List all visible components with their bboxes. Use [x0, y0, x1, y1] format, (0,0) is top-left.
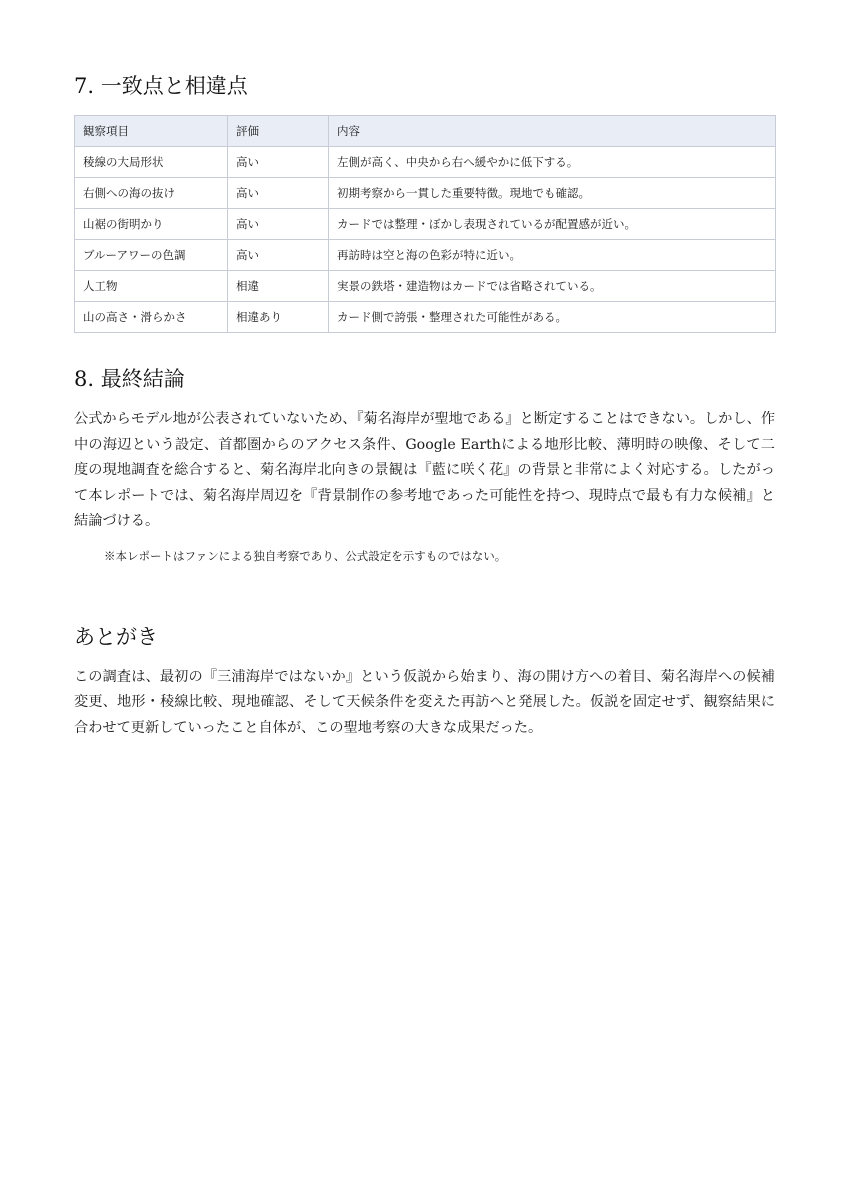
table-row — [75, 178, 776, 209]
section-heading: 7. 一致点と相違点 — [74, 74, 248, 98]
table-row — [75, 147, 776, 178]
column-header: 評価 — [228, 116, 329, 147]
table-header-row — [75, 116, 776, 147]
table-cell: 高い — [228, 240, 329, 271]
table-cell: 再訪時は空と海の色彩が特に近い。 — [329, 240, 776, 271]
table-cell: 高い — [228, 209, 329, 240]
table-row — [75, 302, 776, 333]
table-row — [75, 240, 776, 271]
column-header: 内容 — [329, 116, 776, 147]
section-heading: 8. 最終結論 — [74, 367, 185, 391]
conclusion-paragraph: 公式からモデル地が公表されていないため、『菊名海岸が聖地である』と断定することはできない。しかし、作中の海辺という設定、首都圏からのアクセス条件、Google Earthによる地形比較、薄明時の映像、そして二度の現地調査を総合すると、菊名海岸北向きの景観は『藍に咲く花』の背景と非常によく対応する。したがって本レポートでは、菊名海岸周辺を『背景制作の参考地であった可能性を持つ、現時点で最も有力な候補』と結論づける。 — [74, 411, 776, 529]
table-cell: 山裾の街明かり — [75, 209, 228, 240]
table-row — [75, 271, 776, 302]
table-cell: 人工物 — [75, 271, 228, 302]
table-cell: 山の高さ・滑らかさ — [75, 302, 228, 333]
section-heading: あとがき — [74, 624, 158, 649]
table-cell: カード側で誇張・整理された可能性がある。 — [329, 302, 776, 333]
afterword-paragraph: この調査は、最初の『三浦海岸ではないか』という仮説から始まり、海の開け方への着目、菊名海岸への候補変更、地形・稜線比較、現地確認、そして天候条件を変えた再訪へと発展した。仮説を固定せず、観察結果に合わせて更新していったこと自体が、この聖地考察の大きな成果だった。 — [74, 668, 775, 736]
table-cell: 左側が高く、中央から右へ緩やかに低下する。 — [329, 147, 776, 178]
disclaimer-note: ※本レポートはファンによる独自考察であり、公式設定を示すものではない。 — [104, 548, 507, 563]
table-cell: 初期考察から一貫した重要特徴。現地でも確認。 — [329, 178, 776, 209]
comparison-table — [74, 115, 776, 333]
table-cell: 稜線の大局形状 — [75, 147, 228, 178]
table-row — [75, 209, 776, 240]
table-cell: 右側への海の抜け — [75, 178, 228, 209]
table-cell: 実景の鉄塔・建造物はカードでは省略されている。 — [329, 271, 776, 302]
table-cell: ブルーアワーの色調 — [75, 240, 228, 271]
column-header: 観察項目 — [75, 116, 228, 147]
table-cell: カードでは整理・ぼかし表現されているが配置感が近い。 — [329, 209, 776, 240]
table-cell: 高い — [228, 147, 329, 178]
table-cell: 相違 — [228, 271, 329, 302]
table-cell: 高い — [228, 178, 329, 209]
table-cell: 相違あり — [228, 302, 329, 333]
